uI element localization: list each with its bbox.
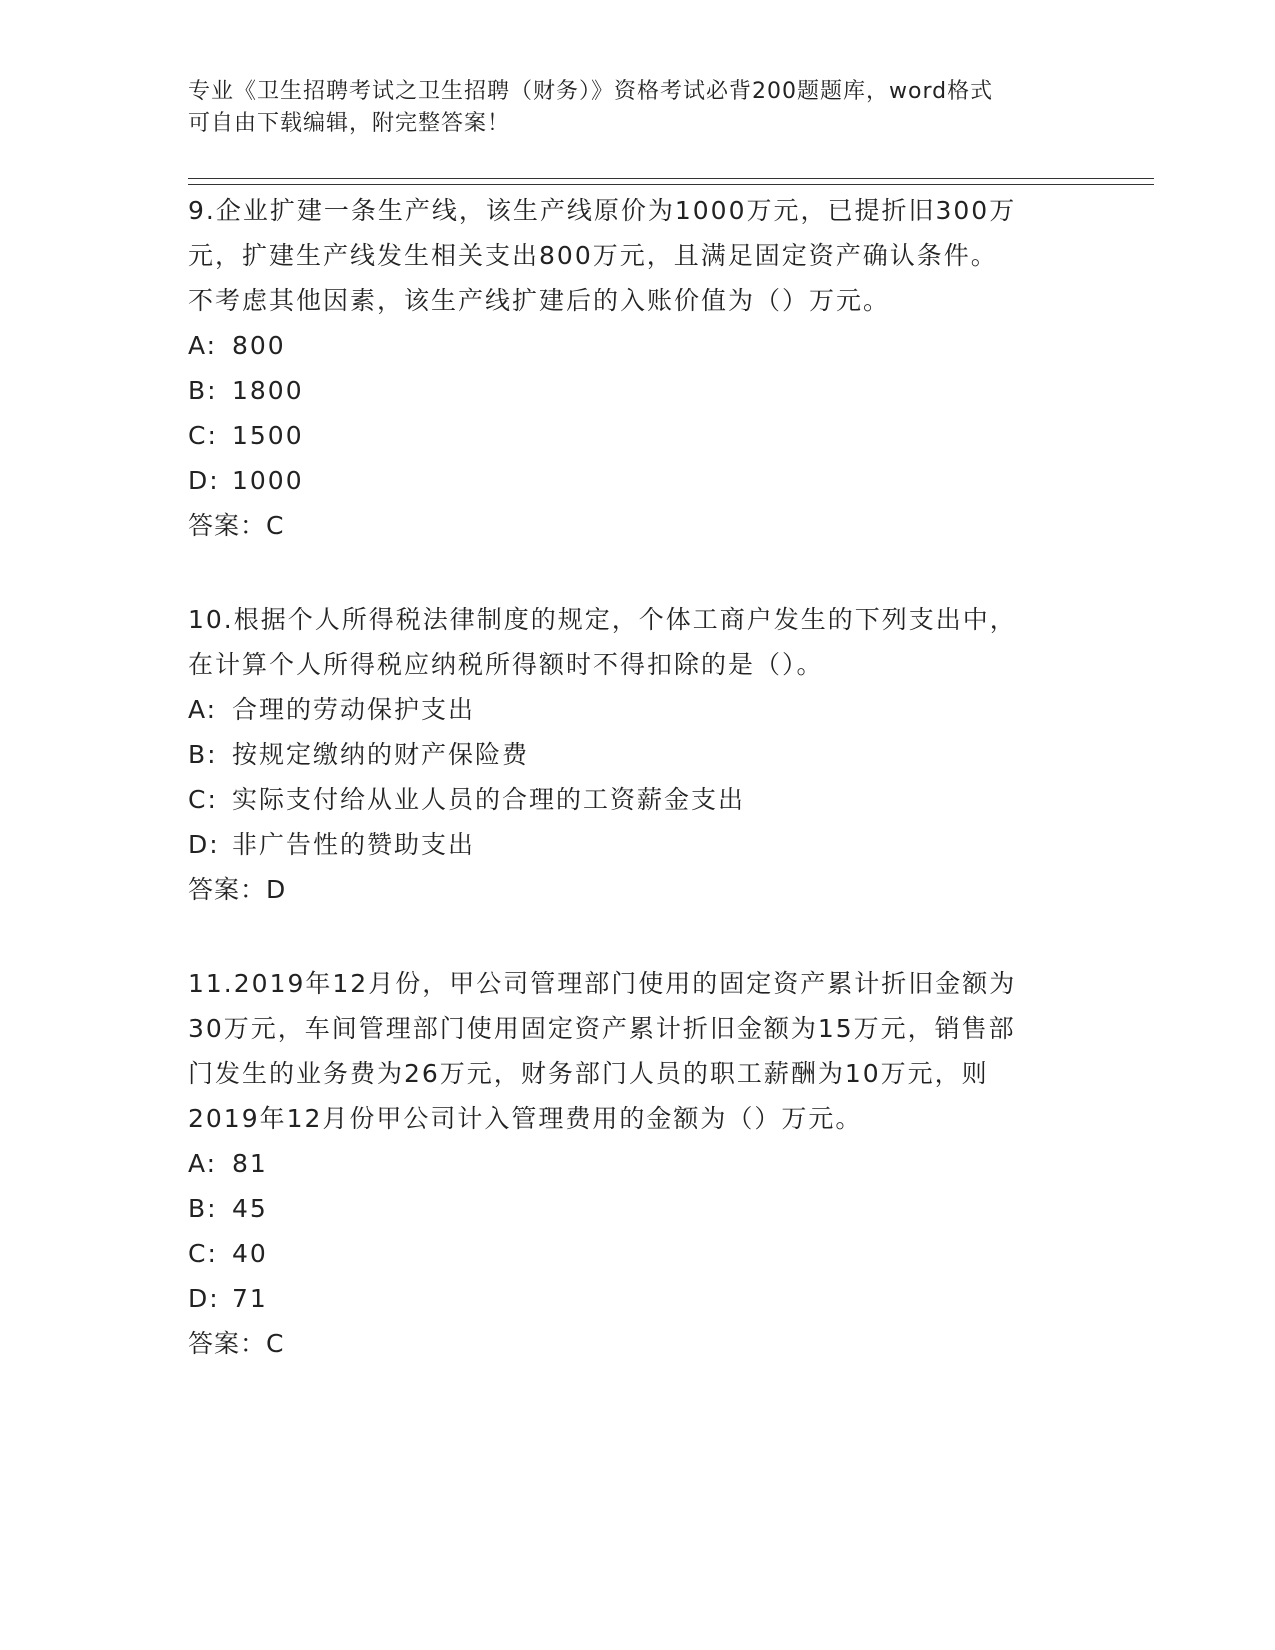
option-d [188, 1276, 1088, 1321]
option-text: 合理的劳动保护支出 [232, 695, 476, 724]
option-b [188, 368, 1088, 413]
option-text: 81 [232, 1149, 268, 1178]
stem-line: 元，扩建生产线发生相关支出800万元，且满足固定资产确认条件。 [188, 241, 998, 270]
question-9 [188, 188, 1088, 548]
stem-line: 2019年12月份甲公司计入管理费用的金额为（）万元。 [188, 1104, 863, 1133]
option-c [188, 1231, 1088, 1276]
option-letter: C: [188, 785, 218, 814]
option-text: 实际支付给从业人员的合理的工资薪金支出 [232, 785, 746, 814]
option-a [188, 687, 1088, 732]
option-letter: B: [188, 740, 218, 769]
header-line-2: 可自由下载编辑，附完整答案！ [188, 111, 511, 136]
option-d [188, 822, 1088, 867]
stem-line: 10.根据个人所得税法律制度的规定，个体工商户发生的下列支出中， [188, 605, 1017, 634]
question-stem [188, 597, 1088, 687]
option-letter: B: [188, 1194, 218, 1223]
option-a [188, 323, 1088, 368]
option-c [188, 777, 1088, 822]
answer-line: 答案：C [188, 511, 285, 540]
question-stem [188, 188, 1088, 323]
header-divider-top [188, 178, 1154, 179]
option-d [188, 458, 1088, 503]
option-b [188, 732, 1088, 777]
stem-line: 9.企业扩建一条生产线，该生产线原价为1000万元，已提折旧300万 [188, 196, 1017, 225]
option-text: 按规定缴纳的财产保险费 [232, 740, 530, 769]
answer-line: 答案：D [188, 875, 287, 904]
question-10 [188, 597, 1088, 912]
question-stem [188, 961, 1088, 1141]
option-c [188, 413, 1088, 458]
option-letter: A: [188, 331, 218, 360]
stem-line: 30万元，车间管理部门使用固定资产累计折旧金额为15万元，销售部 [188, 1014, 1016, 1043]
header-line-1: 专业《卫生招聘考试之卫生招聘（财务）》资格考试必背200题题库，word格式 [188, 79, 994, 104]
option-text: 非广告性的赞助支出 [232, 830, 476, 859]
option-letter: D: [188, 1284, 220, 1313]
option-letter: D: [188, 466, 220, 495]
option-text: 800 [232, 331, 286, 360]
option-text: 1500 [232, 421, 304, 450]
option-letter: D: [188, 830, 220, 859]
option-letter: C: [188, 1239, 218, 1268]
option-text: 71 [232, 1284, 268, 1313]
stem-line: 11.2019年12月份，甲公司管理部门使用的固定资产累计折旧金额为 [188, 969, 1017, 998]
question-11 [188, 961, 1088, 1366]
option-letter: A: [188, 1149, 218, 1178]
option-text: 40 [232, 1239, 268, 1268]
document-header [188, 76, 1088, 140]
option-text: 1800 [232, 376, 304, 405]
option-text: 45 [232, 1194, 268, 1223]
option-letter: C: [188, 421, 218, 450]
option-b [188, 1186, 1088, 1231]
answer-line: 答案：C [188, 1329, 285, 1358]
stem-line: 不考虑其他因素，该生产线扩建后的入账价值为（）万元。 [188, 286, 891, 315]
stem-line: 在计算个人所得税应纳税所得额时不得扣除的是（）。 [188, 650, 824, 679]
option-letter: A: [188, 695, 218, 724]
option-a [188, 1141, 1088, 1186]
stem-line: 门发生的业务费为26万元，财务部门人员的职工薪酬为10万元，则 [188, 1059, 989, 1088]
header-divider-bottom [188, 184, 1154, 185]
option-letter: B: [188, 376, 218, 405]
option-text: 1000 [232, 466, 304, 495]
